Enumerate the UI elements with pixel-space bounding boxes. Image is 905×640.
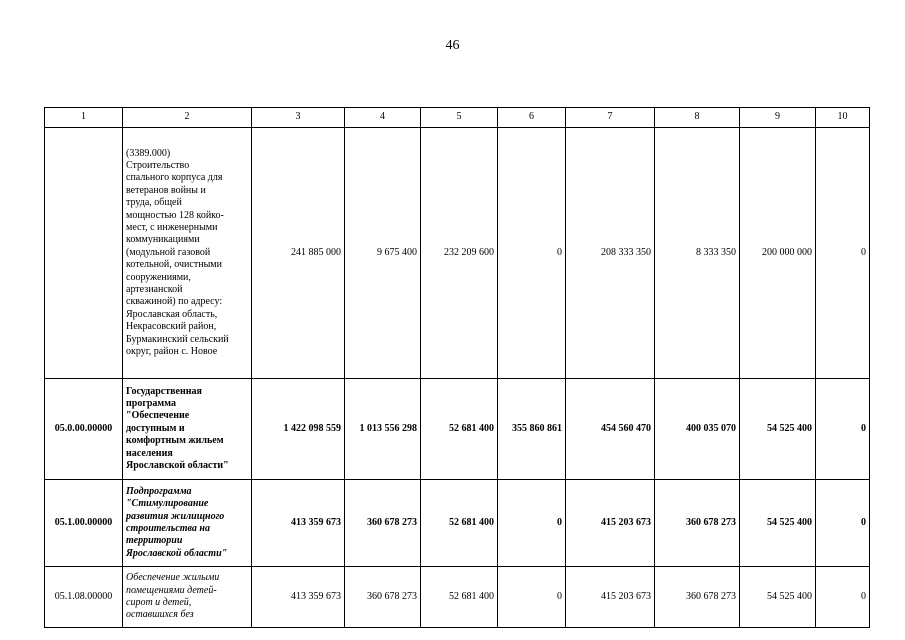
desc-line: коммуникациями [126,234,200,246]
desc-line: Ярославской области" [126,460,229,472]
desc-line: скважиной) по адресу: [126,296,223,308]
row-value: 0 [816,379,870,480]
budget-table [44,107,870,628]
row-value: 54 525 400 [740,379,816,480]
desc-line: Подпрограмма [126,485,192,497]
row-value: 52 681 400 [421,379,498,480]
row-value: 360 678 273 [655,480,740,567]
row-value: 54 525 400 [740,567,816,628]
row-code: 05.0.00.00000 [45,379,123,480]
desc-line: программа [126,397,176,409]
desc-line: мест, с инженерными [126,221,218,233]
row-value: 0 [498,480,566,567]
column-header: 2 [123,108,252,128]
column-header: 9 [740,108,816,128]
row-code: 05.1.00.00000 [45,480,123,567]
row-description [123,480,252,567]
row-value: 241 885 000 [252,128,345,379]
table-header-row [45,108,870,128]
row-value: 413 359 673 [252,480,345,567]
row-value: 454 560 470 [566,379,655,480]
row-code [45,128,123,379]
row-value: 400 035 070 [655,379,740,480]
column-header: 5 [421,108,498,128]
row-value: 0 [498,567,566,628]
desc-line: оставшихся без [126,609,194,621]
row-value: 0 [816,480,870,567]
row-description [123,128,252,379]
desc-line: (модульной газовой [126,246,211,258]
desc-line: мощностью 128 койко- [126,209,224,221]
row-value: 52 681 400 [421,480,498,567]
desc-line: доступным и [126,422,185,434]
desc-line: "Стимулирование [126,498,209,510]
row-value: 360 678 273 [655,567,740,628]
row-value: 54 525 400 [740,480,816,567]
desc-line: артезианской [126,284,183,296]
column-header: 4 [345,108,421,128]
row-value: 208 333 350 [566,128,655,379]
row-description [123,567,252,628]
desc-line: Строительство [126,159,190,171]
row-value: 232 209 600 [421,128,498,379]
row-value: 0 [816,128,870,379]
column-header: 8 [655,108,740,128]
row-description [123,379,252,480]
table-row [45,379,870,480]
column-header: 3 [252,108,345,128]
desc-line: помещениями детей- [126,584,217,596]
row-value: 355 860 861 [498,379,566,480]
desc-line: (3389.000) [126,147,171,159]
column-header: 6 [498,108,566,128]
row-value: 360 678 273 [345,480,421,567]
column-header: 10 [816,108,870,128]
desc-line: Бурмакинский сельский [126,333,229,345]
row-value: 415 203 673 [566,567,655,628]
desc-line: котельной, очистными [126,259,222,271]
row-value: 9 675 400 [345,128,421,379]
desc-line: Ярославской области" [126,547,228,559]
row-value: 200 000 000 [740,128,816,379]
desc-line: населения [126,447,173,459]
desc-line: строительства на [126,523,210,534]
desc-line: округ, район с. Новое [126,346,218,358]
page-number: 46 [445,38,460,53]
column-header: 1 [45,108,123,128]
desc-line: территории [126,535,183,547]
row-value: 1 422 098 559 [252,379,345,480]
desc-line: Некрасовский район, [126,321,217,333]
column-header: 7 [566,108,655,128]
row-value: 0 [498,128,566,379]
desc-line: труда, общей [126,197,182,209]
desc-line: Обеспечение жилыми [126,572,220,584]
row-value: 8 333 350 [655,128,740,379]
row-value: 415 203 673 [566,480,655,567]
row-code: 05.1.08.00000 [45,567,123,628]
desc-line: ветеранов войны и [126,184,206,196]
table-row [45,128,870,379]
desc-line: Государственная [126,385,202,397]
desc-line: сооружениями, [126,271,191,283]
desc-line: спального корпуса для [126,172,223,184]
row-value: 360 678 273 [345,567,421,628]
row-value: 0 [816,567,870,628]
row-value: 413 359 673 [252,567,345,628]
desc-line: Ярославская область, [126,308,218,320]
row-value: 52 681 400 [421,567,498,628]
desc-line: развития жилищного [126,510,225,522]
desc-line: "Обеспечение [126,410,190,422]
desc-line: сирот и детей, [126,597,192,608]
desc-line: комфортным жильем [126,435,224,447]
table-row [45,567,870,628]
row-value: 1 013 556 298 [345,379,421,480]
table-row [45,480,870,567]
